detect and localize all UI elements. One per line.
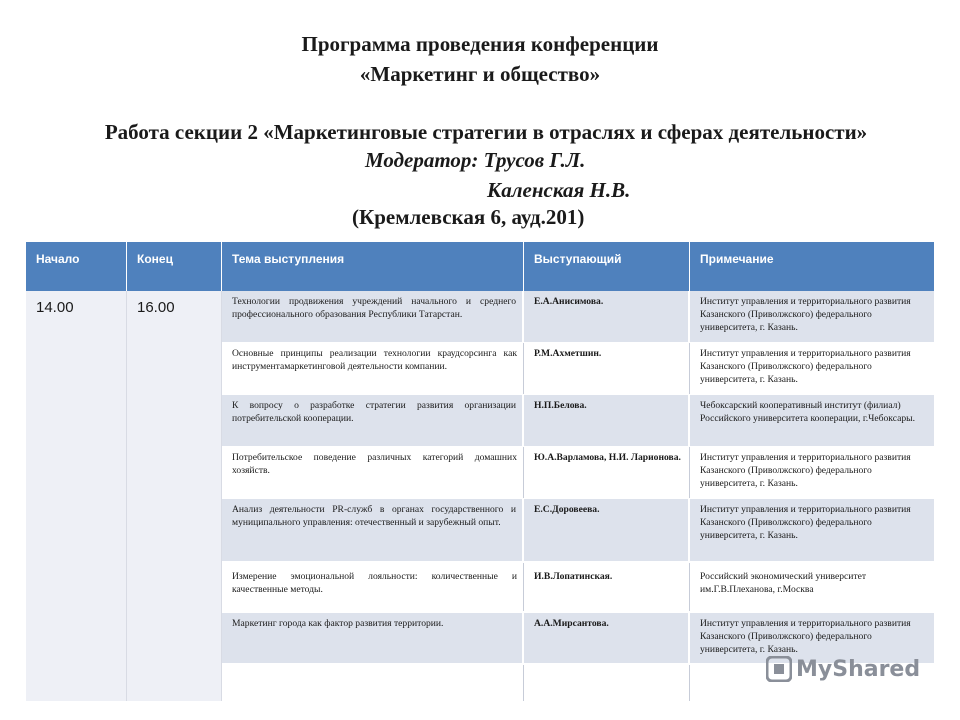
start-time: 14.00 [26,291,127,701]
row-topic: Измерение эмоциональной лояльности: количественные и качественные методы. [222,563,524,611]
header-start: Начало [26,242,127,291]
row-note: Российский экономический университет им.Г.В.Плеханова, г.Москва [690,563,934,611]
section-title: Работа секции 2 «Маркетинговые стратегии в отраслях и сферах деятельности» [104,120,868,144]
conference-name: «Маркетинг и общество» [359,62,601,86]
header-speaker: Выступающий [524,242,690,291]
row-topic: Технологии продвижения учреждений начального и среднего профессионального образования Республики Татарстан. [222,291,524,342]
row-note: Институт управления и территориального развития Казанского (Приволжского) федерального университета, г. Казань. [690,613,934,663]
row-note: Чебоксарский кооперативный институт (филиал) Российского университета кооперации, г.Чебоксары. [690,395,934,446]
moderator-2: Каленская Н.В. [487,178,631,202]
location: (Кремлевская 6, ауд.201) [352,205,585,229]
row-speaker: И.В.Лопатинская. [524,563,690,611]
myshared-logo-icon [766,656,792,682]
table-body [26,291,934,701]
row-speaker: Р.М.Ахметшин. [524,343,690,394]
end-time: 16.00 [127,291,222,701]
row-topic: К вопросу о разработке стратегии развития организации потребительской кооперации. [222,395,524,446]
row-speaker: А.А.Мирсантова. [524,613,690,663]
row-speaker: Е.А.Анисимова. [524,291,690,342]
conference-title: Программа проведения конференции [301,32,659,56]
header-end: Конец [127,242,222,291]
table-row [222,395,934,446]
moderator-1: Модератор: Трусов Г.Л. [365,148,586,172]
row-topic: Основные принципы реализации технологии краудсорсинга как инструментамаркетинговой деятельности компании. [222,343,524,394]
row-speaker: Е.С.Доровеева. [524,499,690,561]
row-topic: Маркетинг города как фактор развития территории. [222,613,524,663]
header-topic: Тема выступления [222,242,524,291]
table-header [26,242,934,291]
watermark [766,656,920,682]
row-note: Институт управления и территориального развития Казанского (Приволжского) федерального университета, г. Казань. [690,343,934,394]
table-row [222,291,934,342]
header-note: Примечание [700,252,774,266]
empty-cell [524,665,690,701]
row-topic: Потребительское поведение различных категорий домашних хозяйств. [222,447,524,498]
table-row [222,499,934,561]
watermark-text: MyShared [796,656,921,682]
row-topic: Анализ деятельности PR-служб в органах государственного и муниципального управления: отечественный и зарубежный опыт. [222,499,524,561]
table-row [222,343,934,394]
row-speaker: Ю.А.Варламова, Н.И. Ларионова. [524,447,690,498]
row-note: Институт управления и территориального развития Казанского (Приволжского) федерального университета, г. Казань. [690,291,934,342]
table-row [222,563,934,611]
row-note: Институт управления и территориального развития Казанского (Приволжского) федерального университета, г. Казань. [690,499,934,561]
table-row [222,447,934,498]
row-note: Институт управления и территориального развития Казанского (Приволжского) федерального университета, г. Казань. [690,447,934,498]
row-speaker: Н.П.Белова. [524,395,690,446]
empty-cell [222,665,524,701]
